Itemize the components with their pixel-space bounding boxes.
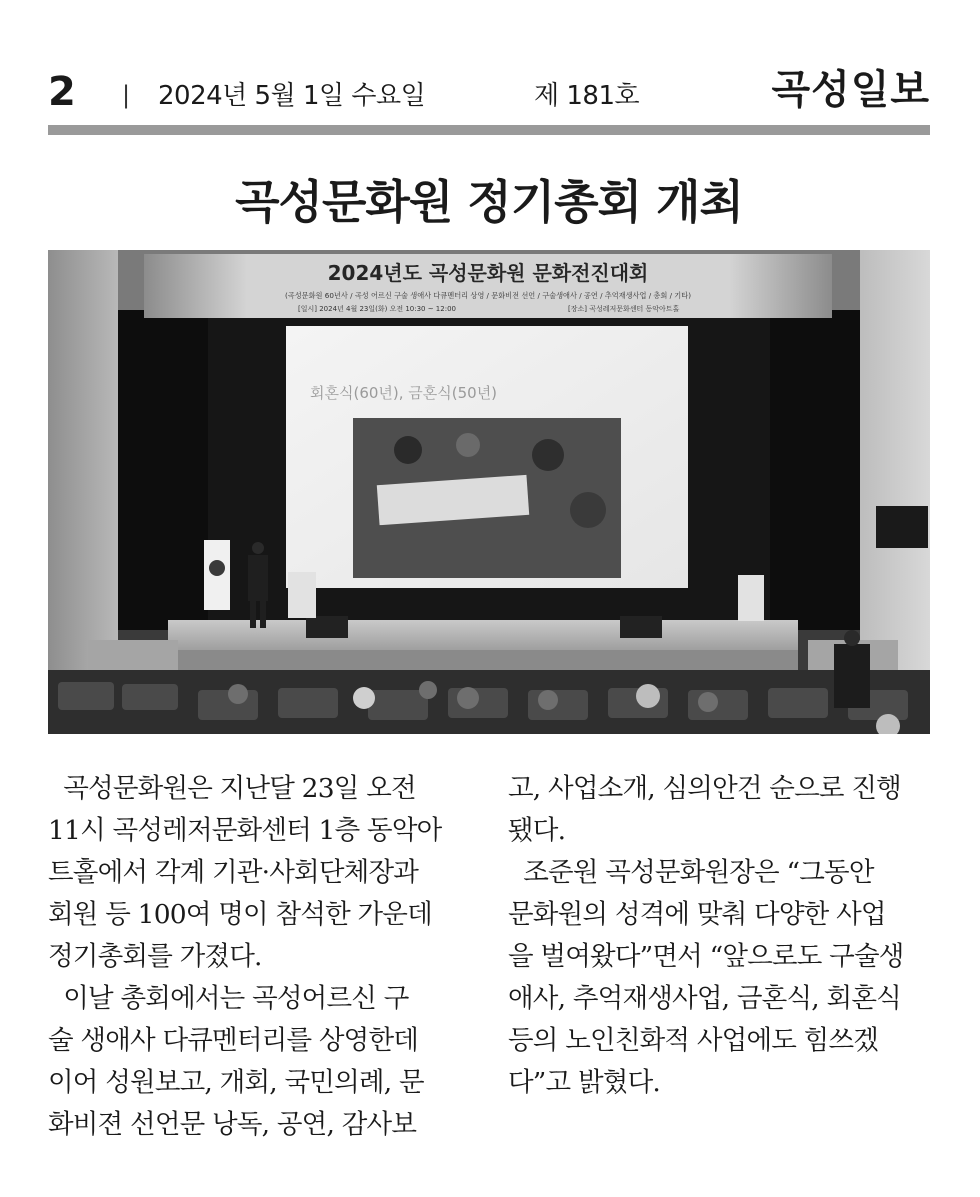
body-line: 문화원의 성격에 맞춰 다양한 사업 — [508, 899, 886, 930]
header-separator: | — [122, 81, 131, 109]
header-rule — [48, 125, 930, 135]
speaker-person-icon — [252, 542, 264, 554]
article-headline: 곡성문화원 정기총회 개최 — [235, 175, 743, 229]
photographer-person-icon — [834, 644, 870, 708]
body-line: 다”고 밝혔다. — [508, 1067, 660, 1098]
body-line: 이날 총회에서는 곡성어르신 구 — [48, 983, 409, 1014]
body-line: 곡성문화원은 지난달 23일 오전 — [48, 773, 416, 804]
article-body-column-2 — [508, 768, 938, 1104]
banner-place: [장소] 곡성레저문화센터 동악아트홀 — [568, 305, 680, 313]
body-line: 등의 노인친화적 사업에도 힘쓰겠 — [508, 1025, 879, 1056]
article-body-column-1 — [48, 768, 478, 1146]
body-line: 트홀에서 각계 기관·사회단체장과 — [48, 857, 419, 888]
body-line: 정기총회를 가졌다. — [48, 941, 262, 972]
banner-subtitle: (곡성문화원 60년사 / 곡성 어르신 구술 생애사 다큐멘터리 상영 / 문화비전 선언 / 구술생애사 / 공연 / 추억재생사업 / 총회 / 기타) — [284, 291, 692, 300]
lectern-icon — [288, 572, 316, 618]
issue-number: 제 181호 — [534, 81, 640, 111]
body-line: 화비젼 선언문 낭독, 공연, 감사보 — [48, 1109, 417, 1140]
body-line: 술 생애사 다큐멘터리를 상영한데 — [48, 1025, 419, 1056]
body-line: 됐다. — [508, 815, 566, 846]
article-photo — [48, 250, 930, 734]
banner-date: [일시] 2024년 4월 23일(화) 오전 10:30 ~ 12:00 — [298, 305, 456, 313]
body-line: 애사, 추억재생사업, 금혼식, 회혼식 — [508, 983, 901, 1014]
banner-title: 2024년도 곡성문화원 문화전진대회 — [327, 261, 649, 285]
body-line: 회원 등 100여 명이 참석한 가운데 — [48, 899, 432, 930]
body-line: 11시 곡성레저문화센터 1층 동악아 — [48, 815, 442, 846]
auditorium-photo — [48, 250, 930, 734]
issue-date: 2024년 5월 1일 수요일 — [158, 81, 426, 111]
page-number: 2 — [48, 69, 76, 115]
body-line: 이어 성원보고, 개회, 국민의례, 문 — [48, 1067, 424, 1098]
masthead — [48, 66, 930, 126]
body-line: 을 벌여왔다”면서 “앞으로도 구술생 — [508, 941, 904, 972]
screen-caption: 회혼식(60년), 금혼식(50년) — [310, 384, 498, 402]
newspaper-name: 곡성일보 — [771, 67, 930, 113]
body-line: 조준원 곡성문화원장은 “그동안 — [508, 857, 874, 888]
body-line: 고, 사업소개, 심의안건 순으로 진행 — [508, 773, 901, 804]
